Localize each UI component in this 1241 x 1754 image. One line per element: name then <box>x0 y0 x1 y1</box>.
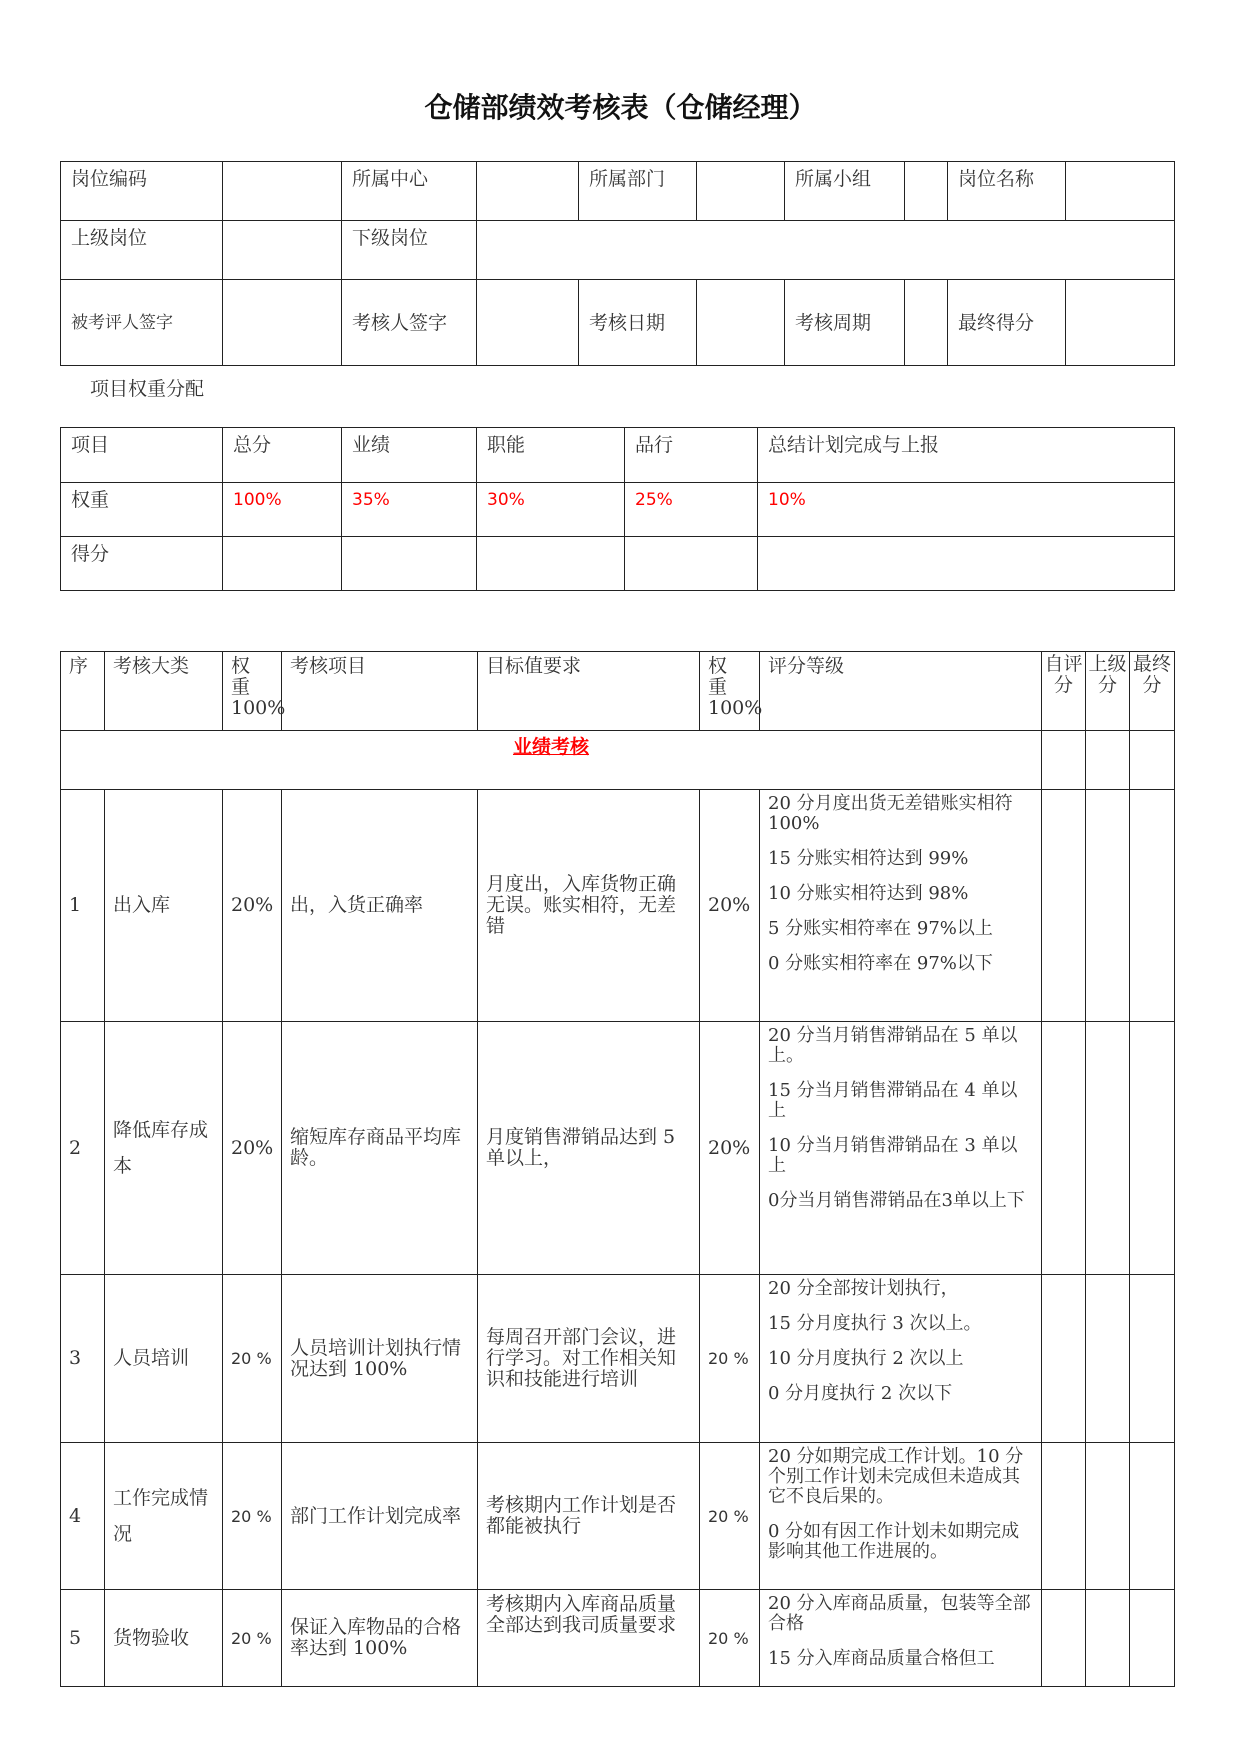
self-score-cell[interactable] <box>1042 1443 1086 1590</box>
date-value[interactable] <box>697 280 785 366</box>
job-name-value[interactable] <box>1066 162 1175 221</box>
score-row-label: 得分 <box>61 537 223 591</box>
row-seq: 1 <box>61 790 105 1022</box>
weights-title: 项目权重分配 <box>90 378 205 400</box>
weight-value: 100% <box>223 483 342 537</box>
weight-value: 10% <box>758 483 1175 537</box>
row-weight-2: 20 % <box>700 1590 760 1687</box>
row-weight: 20 % <box>223 1275 282 1443</box>
row-item: 人员培训计划执行情况达到 100% <box>282 1275 478 1443</box>
self-score-cell[interactable] <box>1042 1590 1086 1687</box>
row-target: 考核期内工作计划是否都能被执行 <box>478 1443 700 1590</box>
grade-line: 5 分账实相符率在 97%以上 <box>768 918 993 939</box>
grade-line: 15 分月度执行 3 次以上。 <box>768 1313 982 1334</box>
assessor-sign-value[interactable] <box>477 280 579 366</box>
period-value[interactable] <box>905 280 948 366</box>
job-name-label: 岗位名称 <box>948 162 1066 221</box>
row-grading <box>760 1022 1042 1275</box>
grade-line: 10 分账实相符达到 98% <box>768 883 969 904</box>
final-score-cell[interactable] <box>1130 1275 1175 1443</box>
grade-line: 0分当月销售滞销品在3单以上下 <box>768 1190 1025 1211</box>
row-item: 出，入货正确率 <box>282 790 478 1022</box>
row-grading <box>760 1275 1042 1443</box>
center-value[interactable] <box>477 162 579 221</box>
section-performance <box>61 731 1042 790</box>
row-target: 月度出，入库货物正确无误。账实相符，无差错 <box>478 790 700 1022</box>
grade-line: 0 分账实相符率在 97%以下 <box>768 953 993 974</box>
score-cell[interactable] <box>1042 731 1086 790</box>
final-score-label: 最终得分 <box>948 280 1066 366</box>
section-title: 业绩考核 <box>512 736 589 758</box>
row-item: 保证入库物品的合格率达到 100% <box>282 1590 478 1687</box>
final-score-cell[interactable] <box>1130 1590 1175 1687</box>
header-target: 目标值要求 <box>478 652 700 731</box>
row-weight-2: 20% <box>700 1022 760 1275</box>
row-category: 人员培训 <box>105 1275 223 1443</box>
grade-line: 10 分当月销售滞销品在 3 单以上 <box>768 1135 1018 1176</box>
period-label: 考核周期 <box>785 280 905 366</box>
row-weight: 20 % <box>223 1590 282 1687</box>
grade-line: 15 分入库商品质量合格但工 <box>768 1648 995 1669</box>
department-value[interactable] <box>697 162 785 221</box>
header-final-score: 最终分 <box>1130 652 1175 731</box>
score-cell[interactable] <box>477 537 625 591</box>
row-weight-2: 20 % <box>700 1443 760 1590</box>
superior-value[interactable] <box>223 221 342 280</box>
score-cell[interactable] <box>223 537 342 591</box>
row-grading <box>760 1443 1042 1590</box>
center-label: 所属中心 <box>342 162 477 221</box>
grade-line: 0 分月度执行 2 次以下 <box>768 1383 953 1404</box>
final-score-cell[interactable] <box>1130 790 1175 1022</box>
row-category: 降低库存成本 <box>105 1022 223 1275</box>
page-title: 仓储部绩效考核表（仓储经理） <box>424 91 817 124</box>
grade-line: 0 分如有因工作计划未如期完成影响其他工作进展的。 <box>768 1521 1020 1562</box>
grade-line: 15 分当月销售滞销品在 4 单以上 <box>768 1080 1018 1121</box>
group-label: 所属小组 <box>785 162 905 221</box>
row-category: 出入库 <box>105 790 223 1022</box>
superior-score-cell[interactable] <box>1086 1275 1130 1443</box>
weights-header: 业绩 <box>342 428 477 483</box>
row-weight-2: 20 % <box>700 1275 760 1443</box>
row-weight: 20 % <box>223 1443 282 1590</box>
score-cell[interactable] <box>625 537 758 591</box>
grade-line: 20 分当月销售滞销品在 5 单以上。 <box>768 1025 1018 1066</box>
row-item: 部门工作计划完成率 <box>282 1443 478 1590</box>
row-category: 工作完成情况 <box>105 1443 223 1590</box>
row-seq: 4 <box>61 1443 105 1590</box>
header-weight: 权 重 100% <box>223 652 282 731</box>
final-score-value[interactable] <box>1066 280 1175 366</box>
grade-line: 15 分账实相符达到 99% <box>768 848 969 869</box>
job-code-label: 岗位编码 <box>61 162 223 221</box>
date-label: 考核日期 <box>579 280 697 366</box>
header-item: 考核项目 <box>282 652 478 731</box>
row-seq: 2 <box>61 1022 105 1275</box>
weight-value: 25% <box>625 483 758 537</box>
header-self-score: 自评分 <box>1042 652 1086 731</box>
grade-line: 20 分月度出货无差错账实相符 100% <box>768 793 1013 834</box>
job-code-value[interactable] <box>223 162 342 221</box>
group-value[interactable] <box>905 162 948 221</box>
final-score-cell[interactable] <box>1130 1443 1175 1590</box>
row-target: 月度销售滞销品达到 5 单以上， <box>478 1022 700 1275</box>
weights-header: 职能 <box>477 428 625 483</box>
row-category: 货物验收 <box>105 1590 223 1687</box>
weights-table <box>60 427 1175 591</box>
superior-label: 上级岗位 <box>61 221 223 280</box>
header-seq: 序 <box>61 652 105 731</box>
grade-line: 10 分月度执行 2 次以上 <box>768 1348 964 1369</box>
row-target: 每周召开部门会议，进行学习。对工作相关知识和技能进行培训 <box>478 1275 700 1443</box>
department-label: 所属部门 <box>579 162 697 221</box>
weights-header: 总结计划完成与上报 <box>758 428 1175 483</box>
assessee-sign-value[interactable] <box>223 280 342 366</box>
score-cell[interactable] <box>342 537 477 591</box>
grade-line: 20 分入库商品质量，包装等全部合格 <box>768 1593 1031 1634</box>
self-score-cell[interactable] <box>1042 1275 1086 1443</box>
row-weight: 20% <box>223 1022 282 1275</box>
header-grading: 评分等级 <box>760 652 1042 731</box>
score-cell[interactable] <box>1130 731 1175 790</box>
assessment-table <box>60 651 1175 1687</box>
grade-line: 20 分全部按计划执行， <box>768 1278 959 1299</box>
assessor-sign-label: 考核人签字 <box>342 280 477 366</box>
row-grading <box>760 1590 1042 1687</box>
assessee-sign-label: 被考评人签字 <box>61 280 223 366</box>
header-superior-score: 上级分 <box>1086 652 1130 731</box>
superior-score-cell[interactable] <box>1086 1443 1130 1590</box>
final-score-cell[interactable] <box>1130 1022 1175 1275</box>
score-cell[interactable] <box>1086 731 1130 790</box>
row-target: 考核期内入库商品质量全部达到我司质量要求 <box>478 1590 700 1687</box>
row-weight-2: 20% <box>700 790 760 1022</box>
weights-header: 项目 <box>61 428 223 483</box>
superior-score-cell[interactable] <box>1086 790 1130 1022</box>
weight-value: 35% <box>342 483 477 537</box>
row-item: 缩短库存商品平均库龄。 <box>282 1022 478 1275</box>
score-cell[interactable] <box>758 537 1175 591</box>
row-grading <box>760 790 1042 1022</box>
row-seq: 5 <box>61 1590 105 1687</box>
subordinate-label: 下级岗位 <box>342 221 477 280</box>
header-category: 考核大类 <box>105 652 223 731</box>
self-score-cell[interactable] <box>1042 1022 1086 1275</box>
self-score-cell[interactable] <box>1042 790 1086 1022</box>
superior-score-cell[interactable] <box>1086 1022 1130 1275</box>
weights-header: 总分 <box>223 428 342 483</box>
weight-row-label: 权重 <box>61 483 223 537</box>
weights-header: 品行 <box>625 428 758 483</box>
header-weight-2: 权 重 100% <box>700 652 760 731</box>
weight-value: 30% <box>477 483 625 537</box>
job-info-table <box>60 161 1175 366</box>
grade-line: 20 分如期完成工作计划。10 分个别工作计划未完成但未造成其它不良后果的。 <box>768 1446 1024 1507</box>
row-seq: 3 <box>61 1275 105 1443</box>
superior-score-cell[interactable] <box>1086 1590 1130 1687</box>
subordinate-value[interactable] <box>477 221 1175 280</box>
row-weight: 20% <box>223 790 282 1022</box>
